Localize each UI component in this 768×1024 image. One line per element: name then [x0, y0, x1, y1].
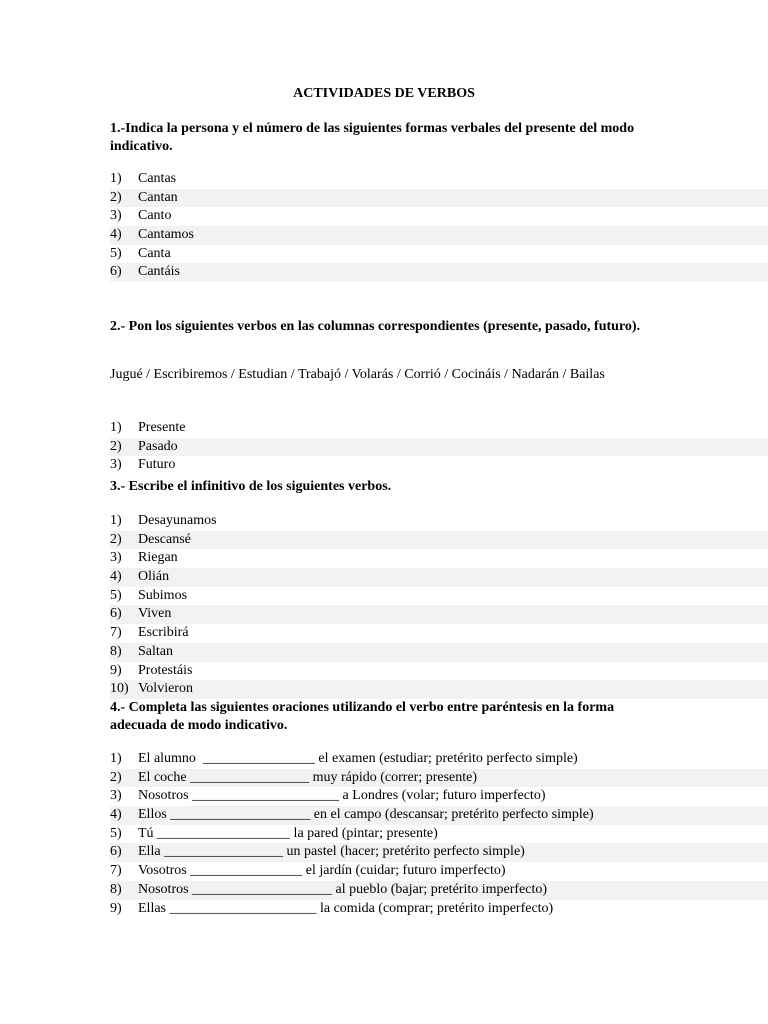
- section-1-heading: 1.-Indica la persona y el número de las siguientes formas verbales del presente del modo indicativo.: [110, 121, 635, 154]
- list-item-text: Ellas _____________________ la comida (comprar; pretérito imperfecto): [138, 900, 554, 916]
- list-item-text: Cantamos: [138, 227, 194, 243]
- list-item-text: Cantáis: [138, 264, 180, 280]
- list-item-number: 3): [110, 208, 122, 224]
- list-item-text: El coche _________________ muy rápido (correr; presente): [138, 769, 478, 785]
- list-item: [110, 624, 768, 643]
- list-item-number: 1): [110, 420, 122, 435]
- list-item: [110, 226, 768, 245]
- list-item-number: 7): [110, 625, 122, 641]
- section-2-verbs: Jugué / Escribiremos / Estudian / Trabajó / Volarás / Corrió / Cocináis / Nadarán / Bailas: [110, 367, 605, 382]
- list-item-text: Viven: [138, 606, 172, 622]
- list-item: [110, 207, 768, 226]
- list-item-number: 1): [110, 751, 122, 766]
- list-item: [110, 787, 768, 806]
- list-item-text: Ella _________________ un pastel (hacer; pretérito perfecto simple): [138, 844, 525, 860]
- list-item: [110, 769, 768, 788]
- list-item: [110, 512, 768, 531]
- list-item-number: 4): [110, 227, 122, 243]
- list-item: [110, 881, 768, 900]
- list-item-number: 6): [110, 606, 122, 622]
- list-item-number: 10): [110, 681, 129, 697]
- list-item-number: 8): [110, 881, 122, 897]
- list-item-text: Subimos: [138, 587, 188, 603]
- list-item-text: Escribirá: [138, 625, 189, 641]
- list-item-number: 9): [110, 900, 122, 916]
- list-item: [110, 680, 768, 699]
- list-item-number: 6): [110, 844, 122, 860]
- section-4-list: [110, 750, 768, 918]
- list-item-text: Pasado: [138, 438, 178, 454]
- list-item: [110, 662, 768, 681]
- list-item: [110, 456, 768, 475]
- list-item-text: Riegan: [138, 550, 178, 566]
- list-item-text: Canto: [138, 208, 172, 224]
- list-item: [110, 549, 768, 568]
- list-item-text: Cantan: [138, 189, 178, 205]
- section-2-heading: 2.- Pon los siguientes verbos en las columnas correspondientes (presente, pasado, futuro).: [110, 319, 641, 334]
- list-item: [110, 170, 768, 189]
- list-item: [110, 825, 768, 844]
- list-item-number: 3): [110, 550, 122, 566]
- list-item-text: Futuro: [138, 457, 176, 473]
- list-item-text: Olián: [138, 569, 170, 585]
- list-item: [110, 900, 768, 919]
- list-item-text: Descansé: [138, 531, 191, 547]
- list-item-text: Protestáis: [138, 662, 193, 678]
- list-item-number: 4): [110, 569, 122, 585]
- list-item-number: 2): [110, 769, 122, 785]
- list-item-text: Saltan: [138, 643, 173, 659]
- list-item-text: Presente: [138, 420, 186, 435]
- list-item-number: 8): [110, 643, 122, 659]
- list-item-text: Volvieron: [138, 681, 193, 697]
- section-3-list: [110, 512, 768, 699]
- list-item: [110, 750, 768, 769]
- list-item: [110, 643, 768, 662]
- list-item: [110, 587, 768, 606]
- list-item-text: Nosotros _____________________ a Londres (volar; futuro imperfecto): [138, 788, 546, 804]
- list-item-text: Desayunamos: [138, 513, 217, 528]
- list-item-text: Tú ___________________ la pared (pintar; presente): [138, 825, 438, 841]
- list-item: [110, 843, 768, 862]
- list-item-number: 5): [110, 825, 122, 841]
- list-item: [110, 531, 768, 550]
- list-item-number: 5): [110, 245, 122, 261]
- section-3-heading: 3.- Escribe el infinitivo de los siguientes verbos.: [110, 479, 392, 494]
- list-item-text: Cantas: [138, 171, 177, 186]
- list-item: [110, 189, 768, 208]
- list-item: [110, 245, 768, 264]
- list-item: [110, 419, 768, 438]
- list-item-number: 9): [110, 662, 122, 678]
- list-item: [110, 862, 768, 881]
- list-item-text: Nosotros ____________________ al pueblo (bajar; pretérito imperfecto): [138, 881, 548, 897]
- list-item-number: 3): [110, 788, 122, 804]
- list-item-text: Vosotros ________________ el jardín (cuidar; futuro imperfecto): [138, 863, 506, 879]
- page-title: ACTIVIDADES DE VERBOS: [293, 86, 475, 101]
- list-item: [110, 568, 768, 587]
- list-item-text: Ellos ____________________ en el campo (descansar; pretérito perfecto simple): [138, 807, 594, 823]
- list-item-number: 4): [110, 807, 122, 823]
- list-item-number: 1): [110, 513, 122, 528]
- list-item-number: 2): [110, 438, 122, 454]
- list-item-number: 3): [110, 457, 122, 473]
- list-item: [110, 438, 768, 457]
- section-2-list: [110, 419, 768, 475]
- list-item-number: 5): [110, 587, 122, 603]
- list-item-text: Canta: [138, 245, 171, 261]
- list-item-number: 1): [110, 171, 122, 186]
- list-item-number: 7): [110, 863, 122, 879]
- list-item: [110, 263, 768, 282]
- list-item-number: 2): [110, 189, 122, 205]
- list-item: [110, 605, 768, 624]
- list-item-text: El alumno ________________ el examen (estudiar; pretérito perfecto simple): [138, 751, 578, 766]
- section-4-heading: 4.- Completa las siguientes oraciones utilizando el verbo entre paréntesis en la forma adecuada de modo indicativo.: [110, 700, 615, 733]
- list-item: [110, 806, 768, 825]
- section-1-list: [110, 170, 768, 282]
- list-item-number: 6): [110, 264, 122, 280]
- list-item-number: 2): [110, 531, 122, 547]
